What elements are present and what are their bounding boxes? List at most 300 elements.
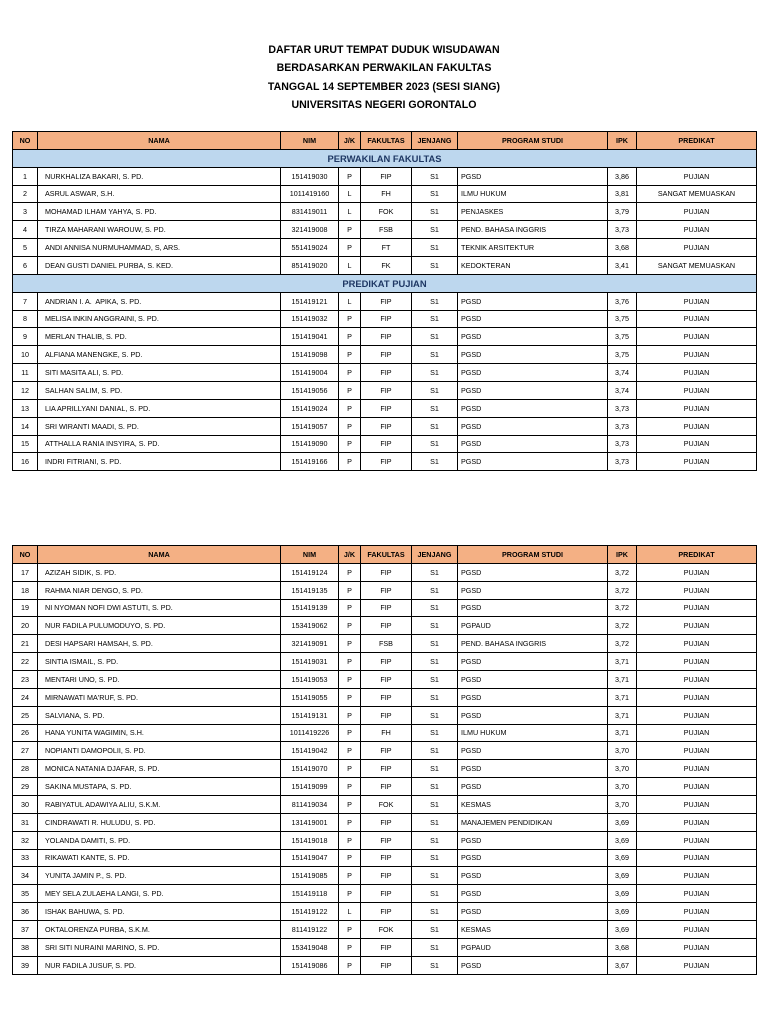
- cell-jk: P: [339, 778, 361, 796]
- cell-fakultas: FIP: [361, 581, 412, 599]
- table-row: [13, 257, 757, 275]
- cell-nim: 151419139: [281, 599, 339, 617]
- cell-fakultas: FIP: [361, 364, 412, 382]
- cell-nama: SAKINA MUSTAPA, S. PD.: [38, 778, 281, 796]
- cell-fakultas: FH: [361, 185, 412, 203]
- cell-program-studi: PGSD: [458, 292, 608, 310]
- cell-ipk: 3,73: [608, 435, 637, 453]
- cell-jenjang: S1: [412, 796, 458, 814]
- cell-nama: MELISA INKIN ANGGRAINI, S. PD.: [38, 310, 281, 328]
- column-header-nama: NAMA: [38, 132, 281, 150]
- table-row: [13, 903, 757, 921]
- cell-jk: P: [339, 167, 361, 185]
- cell-jk: P: [339, 885, 361, 903]
- cell-nama: NUR FADILA PULUMODUYO, S. PD.: [38, 617, 281, 635]
- cell-fakultas: FIP: [361, 399, 412, 417]
- table-row: [13, 382, 757, 400]
- table-row: [13, 346, 757, 364]
- table-row: [13, 956, 757, 974]
- section-heading-row: [13, 149, 757, 167]
- cell-jk: L: [339, 903, 361, 921]
- cell-ipk: 3,71: [608, 706, 637, 724]
- cell-fakultas: FIP: [361, 760, 412, 778]
- cell-nama: SRI SITI NURAINI MARINO, S. PD.: [38, 938, 281, 956]
- cell-nim: 151419004: [281, 364, 339, 382]
- cell-nim: 153419048: [281, 938, 339, 956]
- cell-program-studi: KESMAS: [458, 796, 608, 814]
- cell-jk: P: [339, 921, 361, 939]
- document-title: [0, 41, 768, 114]
- cell-fakultas: FIP: [361, 706, 412, 724]
- column-header-ipk: IPK: [608, 546, 637, 564]
- cell-program-studi: KEDOKTERAN: [458, 257, 608, 275]
- cell-predikat: PUJIAN: [637, 581, 757, 599]
- cell-jenjang: S1: [412, 849, 458, 867]
- cell-program-studi: PGPAUD: [458, 938, 608, 956]
- cell-predikat: PUJIAN: [637, 724, 757, 742]
- cell-nama: RIKAWATI KANTE, S. PD.: [38, 849, 281, 867]
- cell-nim: 151419166: [281, 453, 339, 471]
- cell-no: 20: [13, 617, 38, 635]
- table-row: [13, 185, 757, 203]
- cell-nama: NOPIANTI DAMOPOLII, S. PD.: [38, 742, 281, 760]
- cell-jk: P: [339, 328, 361, 346]
- table-row: [13, 813, 757, 831]
- cell-ipk: 3,72: [608, 617, 637, 635]
- cell-nama: LIA APRILLYANI DANIAL, S. PD.: [38, 399, 281, 417]
- cell-jenjang: S1: [412, 346, 458, 364]
- table-row: [13, 310, 757, 328]
- cell-ipk: 3,75: [608, 346, 637, 364]
- column-header-nim: NIM: [281, 132, 339, 150]
- cell-jenjang: S1: [412, 292, 458, 310]
- cell-jenjang: S1: [412, 364, 458, 382]
- cell-predikat: PUJIAN: [637, 328, 757, 346]
- table-row: [13, 167, 757, 185]
- cell-program-studi: PGSD: [458, 903, 608, 921]
- section-heading: PERWAKILAN FAKULTAS: [13, 149, 757, 167]
- cell-ipk: 3,41: [608, 257, 637, 275]
- cell-no: 17: [13, 563, 38, 581]
- cell-nama: MIRNAWATI MA'RUF, S. PD.: [38, 688, 281, 706]
- cell-ipk: 3,71: [608, 671, 637, 689]
- cell-jk: L: [339, 185, 361, 203]
- cell-nim: 851419020: [281, 257, 339, 275]
- cell-predikat: PUJIAN: [637, 364, 757, 382]
- cell-ipk: 3,71: [608, 724, 637, 742]
- cell-fakultas: FIP: [361, 778, 412, 796]
- cell-jenjang: S1: [412, 813, 458, 831]
- cell-jenjang: S1: [412, 653, 458, 671]
- cell-fakultas: FIP: [361, 346, 412, 364]
- cell-program-studi: PGSD: [458, 417, 608, 435]
- cell-jk: P: [339, 346, 361, 364]
- cell-predikat: PUJIAN: [637, 435, 757, 453]
- cell-no: 38: [13, 938, 38, 956]
- cell-predikat: PUJIAN: [637, 417, 757, 435]
- table-body: [13, 149, 757, 470]
- cell-fakultas: FIP: [361, 671, 412, 689]
- column-header-program-studi: PROGRAM STUDI: [458, 546, 608, 564]
- cell-no: 27: [13, 742, 38, 760]
- table-row: [13, 938, 757, 956]
- cell-jenjang: S1: [412, 671, 458, 689]
- cell-nama: ISHAK BAHUWA, S. PD.: [38, 903, 281, 921]
- table-row: [13, 435, 757, 453]
- cell-no: 28: [13, 760, 38, 778]
- cell-jk: P: [339, 742, 361, 760]
- cell-jk: P: [339, 599, 361, 617]
- cell-jenjang: S1: [412, 778, 458, 796]
- table-row: [13, 581, 757, 599]
- table-row: [13, 921, 757, 939]
- cell-program-studi: PGSD: [458, 849, 608, 867]
- cell-nama: YUNITA JAMIN P., S. PD.: [38, 867, 281, 885]
- cell-nim: 151419018: [281, 831, 339, 849]
- cell-jk: P: [339, 435, 361, 453]
- cell-jk: P: [339, 831, 361, 849]
- cell-program-studi: PGSD: [458, 831, 608, 849]
- cell-predikat: PUJIAN: [637, 742, 757, 760]
- column-header-fakultas: FAKULTAS: [361, 546, 412, 564]
- cell-fakultas: FIP: [361, 453, 412, 471]
- cell-nim: 151419032: [281, 310, 339, 328]
- cell-no: 23: [13, 671, 38, 689]
- cell-no: 39: [13, 956, 38, 974]
- cell-jenjang: S1: [412, 417, 458, 435]
- cell-nim: 151419122: [281, 903, 339, 921]
- cell-fakultas: FIP: [361, 310, 412, 328]
- table-body: [13, 563, 757, 974]
- cell-program-studi: PGSD: [458, 867, 608, 885]
- cell-ipk: 3,79: [608, 203, 637, 221]
- cell-no: 2: [13, 185, 38, 203]
- cell-jenjang: S1: [412, 399, 458, 417]
- cell-program-studi: PGSD: [458, 706, 608, 724]
- cell-fakultas: FIP: [361, 653, 412, 671]
- table-row: [13, 203, 757, 221]
- cell-program-studi: PGSD: [458, 435, 608, 453]
- cell-jk: P: [339, 617, 361, 635]
- cell-nim: 131419001: [281, 813, 339, 831]
- cell-nim: 811419034: [281, 796, 339, 814]
- title-line-date: TANGGAL 14 SEPTEMBER 2023 (SESI SIANG): [267, 80, 501, 93]
- cell-ipk: 3,69: [608, 885, 637, 903]
- cell-no: 7: [13, 292, 38, 310]
- cell-nama: DESI HAPSARI HAMSAH, S. PD.: [38, 635, 281, 653]
- cell-program-studi: PGSD: [458, 688, 608, 706]
- cell-nama: SINTIA ISMAIL, S. PD.: [38, 653, 281, 671]
- cell-ipk: 3,69: [608, 903, 637, 921]
- cell-jenjang: S1: [412, 956, 458, 974]
- cell-fakultas: FIP: [361, 885, 412, 903]
- cell-program-studi: PGSD: [458, 742, 608, 760]
- cell-predikat: PUJIAN: [637, 599, 757, 617]
- cell-ipk: 3,71: [608, 688, 637, 706]
- cell-fakultas: FIP: [361, 688, 412, 706]
- cell-predikat: PUJIAN: [637, 292, 757, 310]
- column-header-jenjang: JENJANG: [412, 546, 458, 564]
- table-header: [13, 132, 757, 150]
- cell-program-studi: KESMAS: [458, 921, 608, 939]
- column-header-nim: NIM: [281, 546, 339, 564]
- cell-nama: RAHMA NIAR DENGO, S. PD.: [38, 581, 281, 599]
- cell-predikat: PUJIAN: [637, 921, 757, 939]
- cell-ipk: 3,69: [608, 921, 637, 939]
- cell-nama: MERLAN THALIB, S. PD.: [38, 328, 281, 346]
- cell-jk: P: [339, 382, 361, 400]
- cell-ipk: 3,70: [608, 796, 637, 814]
- cell-predikat: PUJIAN: [637, 831, 757, 849]
- cell-predikat: PUJIAN: [637, 167, 757, 185]
- cell-program-studi: PGSD: [458, 581, 608, 599]
- cell-nim: 151419121: [281, 292, 339, 310]
- table-row: [13, 617, 757, 635]
- title-line-university: UNIVERSITAS NEGERI GORONTALO: [291, 98, 477, 111]
- table-row: [13, 885, 757, 903]
- cell-nim: 151419055: [281, 688, 339, 706]
- cell-predikat: PUJIAN: [637, 221, 757, 239]
- cell-no: 3: [13, 203, 38, 221]
- cell-nim: 551419024: [281, 239, 339, 257]
- cell-jenjang: S1: [412, 760, 458, 778]
- table-row: [13, 453, 757, 471]
- cell-fakultas: FIP: [361, 617, 412, 635]
- table-row: [13, 417, 757, 435]
- table-row: [13, 706, 757, 724]
- cell-nama: NURKHALIZA BAKARI, S. PD.: [38, 167, 281, 185]
- cell-program-studi: PGSD: [458, 328, 608, 346]
- cell-nim: 151419090: [281, 435, 339, 453]
- cell-fakultas: FIP: [361, 563, 412, 581]
- cell-jk: P: [339, 417, 361, 435]
- cell-ipk: 3,70: [608, 742, 637, 760]
- cell-predikat: PUJIAN: [637, 453, 757, 471]
- cell-fakultas: FT: [361, 239, 412, 257]
- table-row: [13, 688, 757, 706]
- cell-jk: P: [339, 813, 361, 831]
- cell-ipk: 3,70: [608, 760, 637, 778]
- cell-nama: SALVIANA, S. PD.: [38, 706, 281, 724]
- table-row: [13, 599, 757, 617]
- cell-jenjang: S1: [412, 617, 458, 635]
- title-line-basis: BERDASARKAN PERWAKILAN FAKULTAS: [276, 62, 492, 75]
- cell-jk: P: [339, 760, 361, 778]
- cell-jenjang: S1: [412, 581, 458, 599]
- cell-jenjang: S1: [412, 167, 458, 185]
- cell-jk: P: [339, 563, 361, 581]
- cell-fakultas: FIP: [361, 328, 412, 346]
- cell-predikat: PUJIAN: [637, 813, 757, 831]
- cell-ipk: 3,72: [608, 599, 637, 617]
- cell-jk: P: [339, 239, 361, 257]
- cell-predikat: PUJIAN: [637, 903, 757, 921]
- cell-jenjang: S1: [412, 831, 458, 849]
- cell-nama: NI NYOMAN NOFI DWI ASTUTI, S. PD.: [38, 599, 281, 617]
- cell-no: 13: [13, 399, 38, 417]
- cell-ipk: 3,86: [608, 167, 637, 185]
- cell-ipk: 3,72: [608, 635, 637, 653]
- cell-program-studi: PGSD: [458, 453, 608, 471]
- table-header-row: [13, 546, 757, 564]
- cell-nama: HANA YUNITA WAGIMIN, S.H.: [38, 724, 281, 742]
- cell-no: 16: [13, 453, 38, 471]
- cell-jenjang: S1: [412, 453, 458, 471]
- cell-nim: 151419031: [281, 653, 339, 671]
- cell-jk: P: [339, 653, 361, 671]
- cell-program-studi: PGSD: [458, 382, 608, 400]
- cell-nama: OKTALORENZA PURBA, S.K.M.: [38, 921, 281, 939]
- cell-no: 15: [13, 435, 38, 453]
- cell-ipk: 3,67: [608, 956, 637, 974]
- table-row: [13, 831, 757, 849]
- cell-program-studi: TEKNIK ARSITEKTUR: [458, 239, 608, 257]
- cell-jk: P: [339, 364, 361, 382]
- table-header: [13, 546, 757, 564]
- cell-no: 24: [13, 688, 38, 706]
- cell-jk: P: [339, 724, 361, 742]
- column-header-no: NO: [13, 132, 38, 150]
- cell-nim: 151419135: [281, 581, 339, 599]
- table-row: [13, 399, 757, 417]
- cell-jk: P: [339, 956, 361, 974]
- cell-predikat: PUJIAN: [637, 635, 757, 653]
- cell-jk: L: [339, 292, 361, 310]
- cell-nama: ANDI ANNISA NURMUHAMMAD, S, ARS.: [38, 239, 281, 257]
- cell-jk: P: [339, 399, 361, 417]
- cell-nama: MENTARI UNO, S. PD.: [38, 671, 281, 689]
- cell-nama: SRI WIRANTI MAADI, S. PD.: [38, 417, 281, 435]
- cell-no: 9: [13, 328, 38, 346]
- cell-program-studi: PENJASKES: [458, 203, 608, 221]
- cell-fakultas: FOK: [361, 203, 412, 221]
- cell-jenjang: S1: [412, 724, 458, 742]
- cell-fakultas: FIP: [361, 742, 412, 760]
- cell-jk: P: [339, 849, 361, 867]
- cell-fakultas: FOK: [361, 921, 412, 939]
- cell-program-studi: PGSD: [458, 399, 608, 417]
- title-line-list-name: DAFTAR URUT TEMPAT DUDUK WISUDAWAN: [268, 44, 500, 56]
- cell-jenjang: S1: [412, 938, 458, 956]
- cell-jk: P: [339, 706, 361, 724]
- cell-predikat: PUJIAN: [637, 885, 757, 903]
- cell-nim: 1011419226: [281, 724, 339, 742]
- cell-jenjang: S1: [412, 185, 458, 203]
- cell-program-studi: PGSD: [458, 760, 608, 778]
- seating-table-1: [12, 131, 757, 471]
- column-header-jk: J/K: [339, 132, 361, 150]
- cell-program-studi: PGSD: [458, 563, 608, 581]
- cell-jk: P: [339, 310, 361, 328]
- cell-jenjang: S1: [412, 435, 458, 453]
- cell-fakultas: FOK: [361, 796, 412, 814]
- cell-no: 26: [13, 724, 38, 742]
- cell-jk: P: [339, 635, 361, 653]
- cell-nim: 153419062: [281, 617, 339, 635]
- cell-ipk: 3,72: [608, 581, 637, 599]
- table-row: [13, 778, 757, 796]
- cell-nama: SALHAN SALIM, S. PD.: [38, 382, 281, 400]
- cell-nama: MONICA NATANIA DJAFAR, S. PD.: [38, 760, 281, 778]
- cell-nama: INDRI FITRIANI, S. PD.: [38, 453, 281, 471]
- cell-nim: 321419091: [281, 635, 339, 653]
- cell-program-studi: PGSD: [458, 671, 608, 689]
- cell-program-studi: PGSD: [458, 653, 608, 671]
- cell-ipk: 3,73: [608, 417, 637, 435]
- cell-fakultas: FSB: [361, 221, 412, 239]
- cell-predikat: PUJIAN: [637, 956, 757, 974]
- table-row: [13, 671, 757, 689]
- cell-ipk: 3,74: [608, 364, 637, 382]
- cell-predikat: PUJIAN: [637, 688, 757, 706]
- cell-nama: SITI MASITA ALI, S. PD.: [38, 364, 281, 382]
- table-row: [13, 239, 757, 257]
- cell-predikat: PUJIAN: [637, 310, 757, 328]
- cell-ipk: 3,73: [608, 453, 637, 471]
- cell-ipk: 3,71: [608, 653, 637, 671]
- column-header-nama: NAMA: [38, 546, 281, 564]
- cell-ipk: 3,68: [608, 239, 637, 257]
- cell-ipk: 3,75: [608, 328, 637, 346]
- cell-jk: L: [339, 203, 361, 221]
- cell-ipk: 3,73: [608, 399, 637, 417]
- cell-no: 21: [13, 635, 38, 653]
- cell-nim: 151419086: [281, 956, 339, 974]
- cell-nim: 1011419160: [281, 185, 339, 203]
- cell-fakultas: FIP: [361, 435, 412, 453]
- table-row: [13, 635, 757, 653]
- cell-jenjang: S1: [412, 706, 458, 724]
- cell-program-studi: ILMU HUKUM: [458, 185, 608, 203]
- cell-fakultas: FIP: [361, 831, 412, 849]
- cell-jenjang: S1: [412, 382, 458, 400]
- cell-jenjang: S1: [412, 328, 458, 346]
- section-heading-row: [13, 274, 757, 292]
- cell-nama: TIRZA MAHARANI WAROUW, S. PD.: [38, 221, 281, 239]
- cell-no: 32: [13, 831, 38, 849]
- cell-program-studi: PGSD: [458, 364, 608, 382]
- cell-predikat: PUJIAN: [637, 346, 757, 364]
- cell-predikat: PUJIAN: [637, 867, 757, 885]
- cell-jk: P: [339, 796, 361, 814]
- cell-jenjang: S1: [412, 903, 458, 921]
- table-row: [13, 867, 757, 885]
- cell-jk: L: [339, 257, 361, 275]
- cell-jk: P: [339, 221, 361, 239]
- cell-predikat: PUJIAN: [637, 239, 757, 257]
- column-header-jenjang: JENJANG: [412, 132, 458, 150]
- cell-ipk: 3,76: [608, 292, 637, 310]
- cell-fakultas: FIP: [361, 867, 412, 885]
- cell-jenjang: S1: [412, 203, 458, 221]
- cell-no: 12: [13, 382, 38, 400]
- cell-no: 14: [13, 417, 38, 435]
- cell-jk: P: [339, 453, 361, 471]
- cell-fakultas: FIP: [361, 956, 412, 974]
- cell-ipk: 3,68: [608, 938, 637, 956]
- cell-predikat: PUJIAN: [637, 617, 757, 635]
- table-row: [13, 292, 757, 310]
- cell-nim: 151419085: [281, 867, 339, 885]
- table-row: [13, 796, 757, 814]
- cell-nim: 811419122: [281, 921, 339, 939]
- cell-fakultas: FIP: [361, 292, 412, 310]
- cell-jenjang: S1: [412, 310, 458, 328]
- cell-jk: P: [339, 688, 361, 706]
- cell-no: 33: [13, 849, 38, 867]
- cell-nim: 151419024: [281, 399, 339, 417]
- cell-no: 29: [13, 778, 38, 796]
